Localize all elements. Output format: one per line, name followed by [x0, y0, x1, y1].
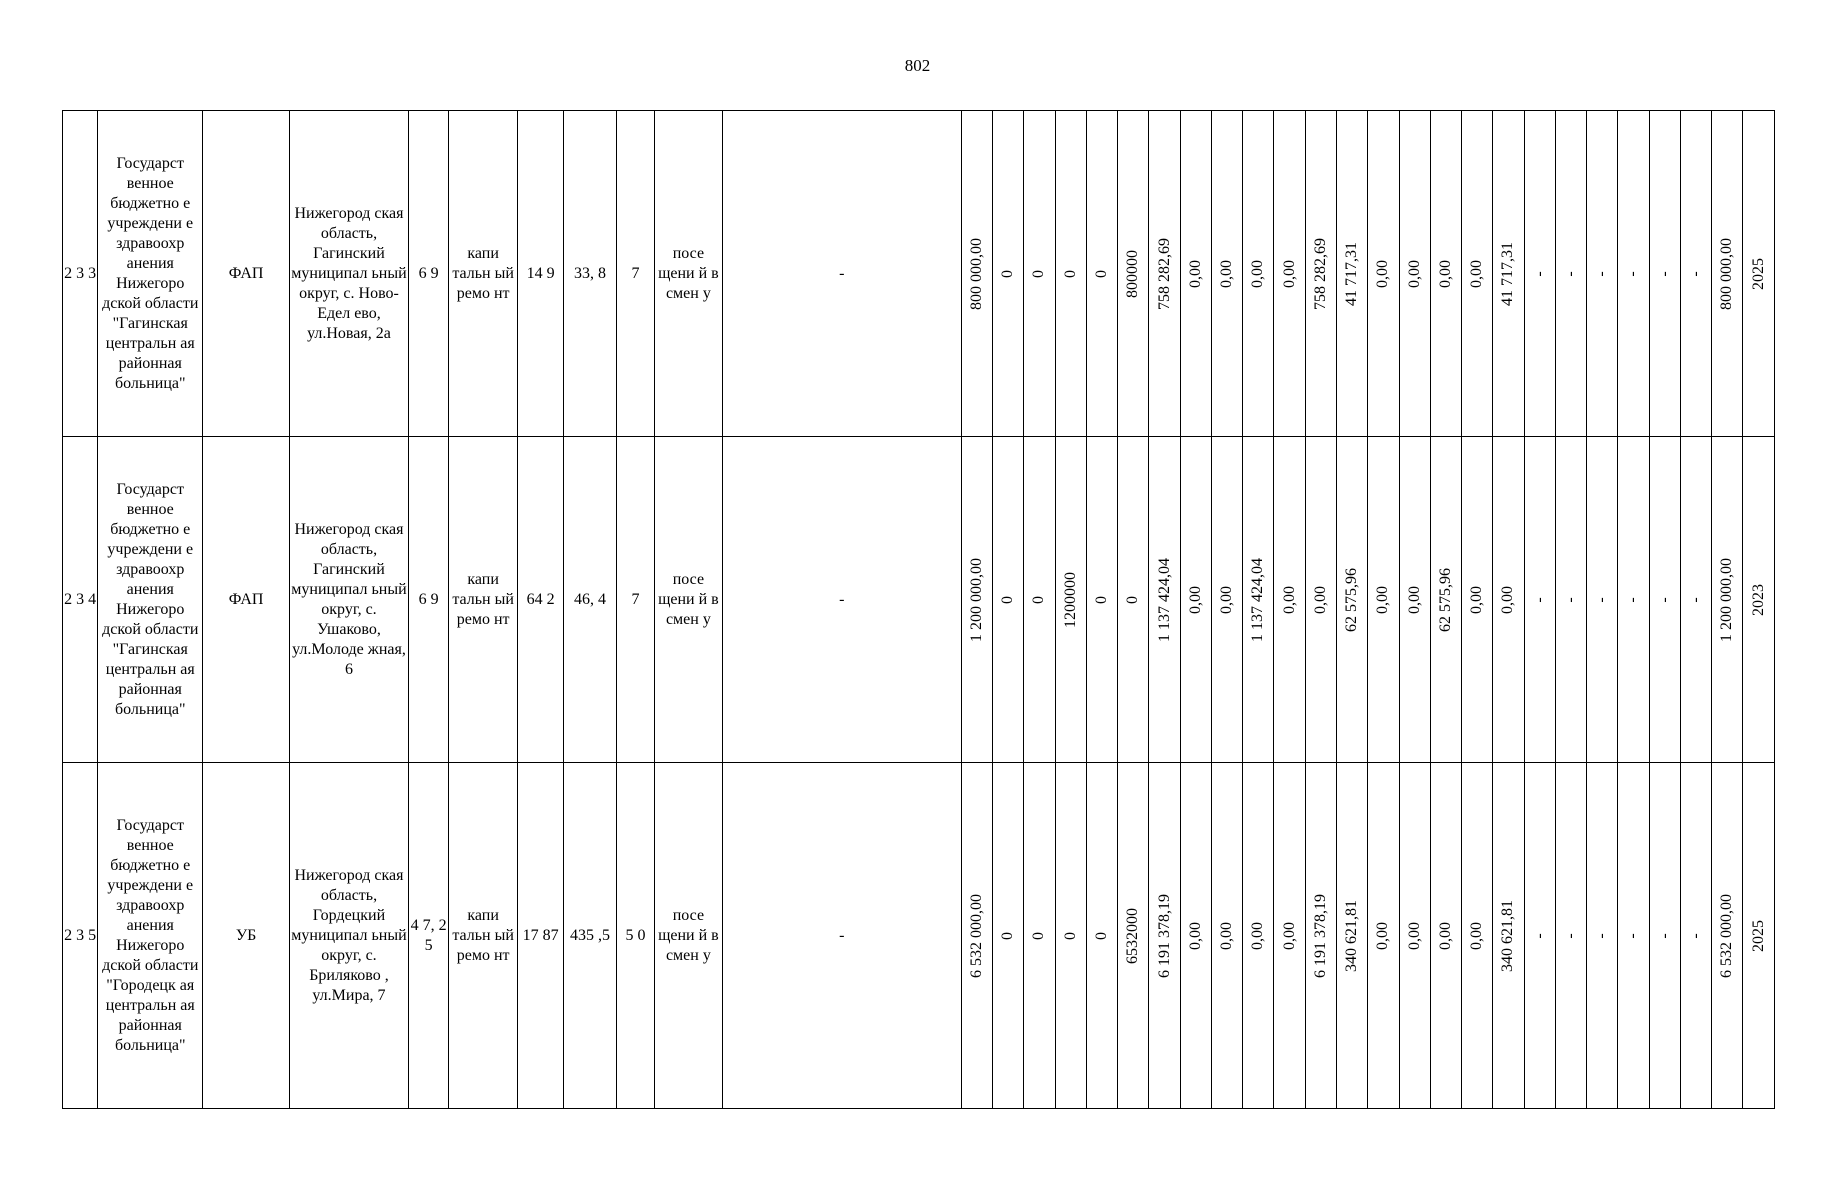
- capacity-cell: 7: [616, 437, 654, 763]
- amount-value: 0: [999, 931, 1017, 940]
- amount-cell: [1180, 437, 1211, 763]
- amount-value: 6 191 378,19: [1155, 893, 1173, 978]
- amount-cell: [1211, 763, 1242, 1109]
- area-cell: 435 ,5: [564, 763, 616, 1109]
- amount-value: 1 137 424,04: [1249, 557, 1267, 642]
- amount-cell: [1712, 763, 1743, 1109]
- amount-cell: [1274, 111, 1305, 437]
- amount-cell: [1399, 111, 1430, 437]
- amount-cell: [1524, 437, 1555, 763]
- amount-cell: [1055, 437, 1086, 763]
- table-row: [63, 437, 1775, 763]
- amount-cell: [1649, 437, 1680, 763]
- amount-value: 0,00: [1374, 259, 1392, 288]
- amount-cell: [1149, 111, 1180, 437]
- row-number-cell: 2 3 5: [63, 763, 98, 1109]
- column-6-cell: 14 9: [517, 111, 563, 437]
- amount-value: -: [1655, 270, 1673, 277]
- column-10-cell: -: [722, 763, 961, 1109]
- amount-value: 0,00: [1218, 921, 1236, 950]
- amount-cell: [1712, 111, 1743, 437]
- amount-value: 0: [1124, 595, 1142, 604]
- amount-cell: [1680, 763, 1711, 1109]
- amount-cell: [1555, 111, 1586, 437]
- amount-cell: [1493, 763, 1524, 1109]
- amount-value: 0,00: [1405, 259, 1423, 288]
- amount-value: 62 575,96: [1343, 567, 1361, 632]
- amount-value: 0,00: [1280, 259, 1298, 288]
- amount-cell: [993, 111, 1024, 437]
- amount-value: 0,00: [1186, 585, 1204, 614]
- column-4-cell: 4 7, 2 5: [408, 763, 448, 1109]
- amount-value: 0: [1061, 931, 1079, 940]
- amount-cell: [1462, 111, 1493, 437]
- amount-cell: [1524, 111, 1555, 437]
- amount-value: 0,00: [1218, 259, 1236, 288]
- amount-value: 0: [1092, 269, 1110, 278]
- row-number-cell: 2 3 4: [63, 437, 98, 763]
- amount-cell: [1336, 763, 1367, 1109]
- amount-value: -: [1530, 270, 1548, 277]
- amount-cell: [1618, 763, 1649, 1109]
- amount-cell: [1587, 111, 1618, 437]
- amount-cell: [1243, 437, 1274, 763]
- amount-cell: [1243, 111, 1274, 437]
- amount-cell: [1399, 437, 1430, 763]
- amount-value: 758 282,69: [1311, 237, 1329, 310]
- column-4-cell: 6 9: [408, 111, 448, 437]
- amount-cell: [1743, 111, 1775, 437]
- work-type-cell: капи тальн ый ремо нт: [449, 437, 518, 763]
- capacity-cell: 5 0: [616, 763, 654, 1109]
- amount-cell: [1149, 437, 1180, 763]
- amount-cell: [1149, 763, 1180, 1109]
- amount-cell: [993, 763, 1024, 1109]
- amount-cell: [1618, 111, 1649, 437]
- amount-value: 340 621,81: [1499, 899, 1517, 972]
- amount-cell: [1649, 763, 1680, 1109]
- amount-value: -: [1593, 596, 1611, 603]
- amount-cell: [1024, 763, 1055, 1109]
- amount-cell: [961, 763, 992, 1109]
- address-cell: Нижегород ская область, Гагинский муниципал ьный округ, с. Ушаково, ул.Молоде жная, 6: [289, 437, 408, 763]
- amount-value: 6 532 000,00: [1718, 893, 1736, 978]
- amount-value: -: [1593, 270, 1611, 277]
- amount-value: 1 200 000,00: [1718, 557, 1736, 642]
- amount-cell: [1118, 111, 1149, 437]
- amount-value: 0,00: [1436, 921, 1454, 950]
- amount-value: 0,00: [1186, 921, 1204, 950]
- address-cell: Нижегород ская область, Гордецкий муниципал ьный округ, с. Бриляково , ул.Мира, 7: [289, 763, 408, 1109]
- investment-table: [62, 110, 1775, 1109]
- amount-value: 62 575,96: [1436, 567, 1454, 632]
- amount-cell: [1462, 437, 1493, 763]
- amount-value: 0,00: [1468, 585, 1486, 614]
- work-type-cell: капи тальн ый ремо нт: [449, 763, 518, 1109]
- amount-value: 0,00: [1468, 259, 1486, 288]
- amount-value: -: [1530, 932, 1548, 939]
- amount-value: 800 000,00: [967, 237, 985, 310]
- amount-cell: [1305, 763, 1336, 1109]
- amount-cell: [1587, 763, 1618, 1109]
- amount-value: -: [1624, 932, 1642, 939]
- capacity-unit-cell: посе щени й в смен у: [655, 763, 723, 1109]
- amount-cell: [1587, 437, 1618, 763]
- amount-value: 1 137 424,04: [1155, 557, 1173, 642]
- amount-cell: [961, 437, 992, 763]
- amount-value: 2025: [1749, 919, 1767, 952]
- amount-value: 1 200 000,00: [967, 557, 985, 642]
- capacity-unit-cell: посе щени й в смен у: [655, 437, 723, 763]
- column-6-cell: 64 2: [517, 437, 563, 763]
- amount-cell: [1086, 437, 1117, 763]
- amount-value: -: [1561, 596, 1579, 603]
- amount-cell: [1024, 437, 1055, 763]
- amount-value: 800 000,00: [1718, 237, 1736, 310]
- column-10-cell: -: [722, 437, 961, 763]
- amount-cell: [1243, 763, 1274, 1109]
- area-cell: 46, 4: [564, 437, 616, 763]
- facility-type-cell: ФАП: [203, 437, 290, 763]
- amount-cell: [1024, 111, 1055, 437]
- amount-cell: [1305, 111, 1336, 437]
- amount-value: 1200000: [1061, 571, 1079, 628]
- amount-cell: [1118, 437, 1149, 763]
- amount-value: 0,00: [1249, 259, 1267, 288]
- amount-cell: [1680, 111, 1711, 437]
- amount-value: -: [1687, 932, 1705, 939]
- amount-cell: [961, 111, 992, 437]
- amount-cell: [1368, 111, 1399, 437]
- amount-cell: [1211, 437, 1242, 763]
- amount-cell: [1180, 763, 1211, 1109]
- amount-value: 0: [1030, 595, 1048, 604]
- amount-cell: [1086, 111, 1117, 437]
- amount-cell: [1555, 437, 1586, 763]
- amount-value: 0,00: [1374, 921, 1392, 950]
- amount-cell: [1336, 437, 1367, 763]
- facility-type-cell: УБ: [203, 763, 290, 1109]
- organization-cell: Государст венное бюджетно е учреждени е здравоохр анения Нижегоро дской области "Городецк ая центральн ая районная больница": [98, 763, 203, 1109]
- amount-value: -: [1655, 596, 1673, 603]
- amount-value: 0,00: [1280, 585, 1298, 614]
- amount-value: 0: [1030, 269, 1048, 278]
- amount-cell: [993, 437, 1024, 763]
- capacity-cell: 7: [616, 111, 654, 437]
- amount-value: 0,00: [1280, 921, 1298, 950]
- amount-value: -: [1561, 270, 1579, 277]
- amount-value: 0: [999, 595, 1017, 604]
- facility-type-cell: ФАП: [203, 111, 290, 437]
- amount-value: 0: [1061, 269, 1079, 278]
- address-cell: Нижегород ская область, Гагинский муниципал ьный округ, с. Ново-Едел ево, ул.Новая, 2а: [289, 111, 408, 437]
- amount-value: 0,00: [1374, 585, 1392, 614]
- amount-value: -: [1655, 932, 1673, 939]
- amount-cell: [1368, 437, 1399, 763]
- amount-value: -: [1593, 932, 1611, 939]
- amount-value: -: [1530, 596, 1548, 603]
- area-cell: 33, 8: [564, 111, 616, 437]
- amount-value: 6 191 378,19: [1311, 893, 1329, 978]
- amount-cell: [1430, 111, 1461, 437]
- amount-cell: [1368, 763, 1399, 1109]
- amount-value: -: [1687, 270, 1705, 277]
- column-10-cell: -: [722, 111, 961, 437]
- amount-value: 6532000: [1124, 907, 1142, 964]
- amount-value: 0,00: [1499, 585, 1517, 614]
- organization-cell: Государст венное бюджетно е учреждени е здравоохр анения Нижегоро дской области "Гагинская центральн ая районная больница": [98, 437, 203, 763]
- amount-cell: [1462, 763, 1493, 1109]
- table-row: [63, 111, 1775, 437]
- amount-cell: [1649, 111, 1680, 437]
- amount-cell: [1712, 437, 1743, 763]
- column-4-cell: 6 9: [408, 437, 448, 763]
- amount-value: 0,00: [1249, 921, 1267, 950]
- amount-cell: [1493, 437, 1524, 763]
- amount-cell: [1180, 111, 1211, 437]
- amount-value: 800000: [1124, 249, 1142, 298]
- amount-value: 340 621,81: [1343, 899, 1361, 972]
- amount-value: -: [1687, 596, 1705, 603]
- column-6-cell: 17 87: [517, 763, 563, 1109]
- amount-cell: [1274, 437, 1305, 763]
- amount-value: 0,00: [1468, 921, 1486, 950]
- amount-cell: [1055, 111, 1086, 437]
- amount-value: 2023: [1749, 583, 1767, 616]
- amount-cell: [1430, 437, 1461, 763]
- amount-cell: [1305, 437, 1336, 763]
- amount-value: 6 532 000,00: [967, 893, 985, 978]
- amount-value: 0: [999, 269, 1017, 278]
- amount-cell: [1493, 111, 1524, 437]
- amount-value: 0,00: [1311, 585, 1329, 614]
- capacity-unit-cell: посе щени й в смен у: [655, 111, 723, 437]
- amount-value: 0: [1092, 931, 1110, 940]
- amount-value: 0: [1092, 595, 1110, 604]
- amount-value: -: [1624, 596, 1642, 603]
- amount-cell: [1743, 763, 1775, 1109]
- amount-cell: [1399, 763, 1430, 1109]
- amount-value: -: [1624, 270, 1642, 277]
- amount-cell: [1524, 763, 1555, 1109]
- amount-value: 0,00: [1186, 259, 1204, 288]
- amount-cell: [1336, 111, 1367, 437]
- row-number-cell: 2 3 3: [63, 111, 98, 437]
- amount-value: 2025: [1749, 257, 1767, 290]
- amount-value: 0,00: [1405, 585, 1423, 614]
- amount-value: 41 717,31: [1343, 241, 1361, 306]
- table-row: [63, 763, 1775, 1109]
- amount-cell: [1430, 763, 1461, 1109]
- amount-cell: [1743, 437, 1775, 763]
- amount-cell: [1055, 763, 1086, 1109]
- amount-value: 0,00: [1218, 585, 1236, 614]
- amount-value: -: [1561, 932, 1579, 939]
- amount-value: 0,00: [1405, 921, 1423, 950]
- organization-cell: Государст венное бюджетно е учреждени е здравоохр анения Нижегоро дской области "Гагинская центральн ая районная больница": [98, 111, 203, 437]
- amount-cell: [1086, 763, 1117, 1109]
- amount-value: 0,00: [1436, 259, 1454, 288]
- amount-value: 0: [1030, 931, 1048, 940]
- amount-cell: [1555, 763, 1586, 1109]
- amount-value: 758 282,69: [1155, 237, 1173, 310]
- amount-value: 41 717,31: [1499, 241, 1517, 306]
- amount-cell: [1211, 111, 1242, 437]
- amount-cell: [1274, 763, 1305, 1109]
- amount-cell: [1680, 437, 1711, 763]
- amount-cell: [1618, 437, 1649, 763]
- amount-cell: [1118, 763, 1149, 1109]
- page-number: 802: [904, 56, 931, 75]
- work-type-cell: капи тальн ый ремо нт: [449, 111, 518, 437]
